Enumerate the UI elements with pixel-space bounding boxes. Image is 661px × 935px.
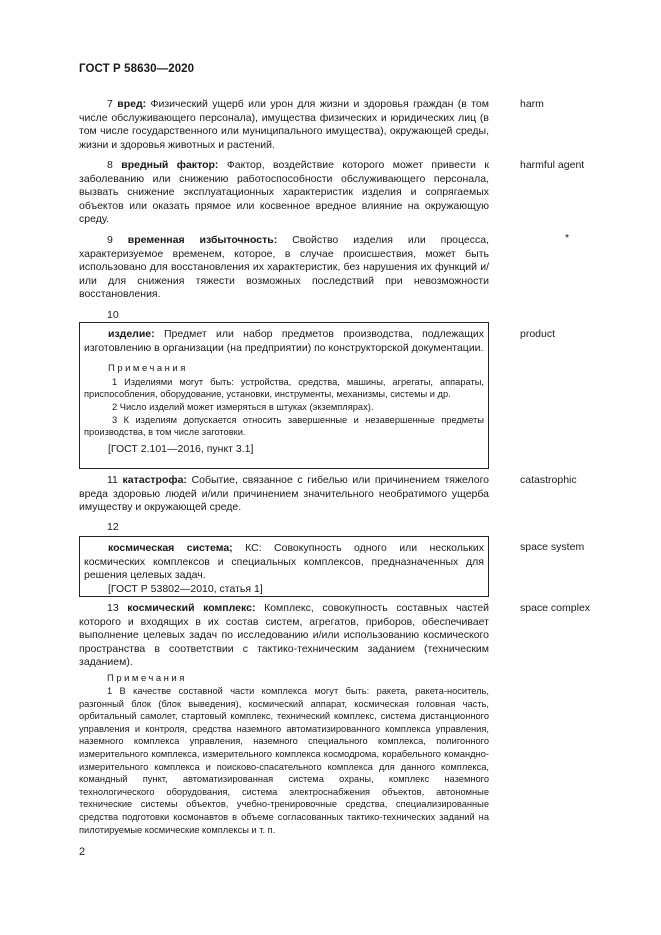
term-definition: КС: Совокупность одного или нескольких космических комплексов и специальных комплексов, предназначенных для решения целевых задач. [84,542,485,582]
term-english-13: space complex [520,602,591,614]
term-box-10 [79,322,489,469]
notes-heading: Примечания [108,363,188,375]
term-name: изделие: [108,328,155,340]
term-entry-9 [79,234,489,302]
note-item: 1 В качестве составной части комплекса могут быть: ракета, ракета-носитель, разгонный блок (блок выведения), космический аппарат, космическая головная часть, орбитальный самолет, стартовый комплекс, технический комплекс, система дистанционного управления и контроля, средства наземного автоматизированного комплекса управления, наземного комплекса управления, наземного специального комплекса, полигонного измерительного комплекса, измерительного комплекса космодрома, корабельного командно-измерительного комплекса и поисково-спасательного комплекса для данного комплекса, командный пункт, автоматизированная система охраны, комплекс наземного технологического оборудования, система электроснабжения объектов, автономные технические системы объектов, учебно-тренировочные средства, специализированные средства подготовки космонавтов в объеме согласованных тактико-технических заданий на пилотируемые космические комплексы и т. п. [79,686,489,835]
term-name: вредный фактор: [121,159,219,171]
notes-block-13 [79,673,489,836]
term-name: временная избыточность: [127,234,278,246]
term-entry-7 [79,98,489,152]
term-english-12: space system [520,541,585,553]
term-number-12: 12 [107,521,119,533]
term-number: 11 [107,474,118,486]
term-english-11: catastrophic [520,474,577,486]
term-entry-11 [79,474,489,515]
term-name: вред: [117,98,147,110]
term-name: космическая система; [108,542,233,554]
term-number: 7 [107,98,113,110]
source-reference: [ГОСТ Р 53802—2010, статья 1] [108,582,263,595]
notes-heading: Примечания [107,673,187,684]
term-definition: Физический ущерб или урон для жизни и здоровья граждан (в том числе обслуживающего персонала), имущества физических и юридических лиц (в том числе государственного или муниципального имущества), окружающей среды, жизни и здоровья животных и растений. [79,98,489,151]
term-english-8: harmful agent [520,159,585,171]
page-number: 2 [79,846,86,858]
term-number: 13 [107,602,119,614]
term-definition: Предмет или набор предметов производства, подлежащих изготовлению в организации (на предприятии) по конструкторской документации. [84,328,484,354]
note-item: 3 К изделиям допускается относить завершенные и незавершенные предметы производства, в том числе заготовки. [84,414,484,438]
term-definition: Фактор, воздействие которого может привести к заболеванию или снижению работоспособности обслуживающего персонала, вызвать снижение эксплуатационных характеристик изделия и сопрягаемых объектов или оказать прямое или косвенное вредное влияние на окружающую среду. [79,159,490,226]
term-definition: Свойство изделия или процесса, характеризуемое временем, которое, в случае происшествия, может быть использовано для восстановления их характеристик, без нарушения их функций и/или для снижения тяжести возможных последствий при невозможности восстановления. [79,234,490,301]
note-item: 2 Число изделий может измеряться в штуках (экземплярах). [112,401,374,412]
document-header: ГОСТ Р 58630—2020 [79,63,195,75]
term-entry-8 [79,159,489,227]
term-english-9: * [565,232,570,244]
term-name: катастрофа: [122,474,187,486]
source-reference: [ГОСТ 2.101—2016, пункт 3.1] [108,442,254,455]
note-item: 1 Изделиями могут быть: устройства, средства, машины, агрегаты, аппараты, приспособления, оборудование, установки, инструменты, механизмы, системы и др. [84,376,484,400]
term-english-7: harm [520,98,544,110]
term-definition: Комплекс, совокупность составных частей которого и входящих в их состав систем, агрегатов, приборов, обеспечивает выполнение целевых задач по исследованию и/или использованию космического пространства в соответствии с тактико-техническим заданием (техническим заданием). [79,602,490,669]
term-number: 8 [107,159,113,171]
term-number-10: 10 [107,309,119,321]
term-entry-13 [79,602,489,670]
term-name: космический комплекс: [127,602,256,614]
term-definition: Событие, связанное с гибелью или причинением тяжелого вреда здоровью людей и/или причинением значительного необратимого ущерба имуществу и окружающей среде. [79,474,490,514]
term-number: 9 [107,234,113,246]
term-box-12 [79,536,489,597]
term-english-10: product [520,328,556,340]
